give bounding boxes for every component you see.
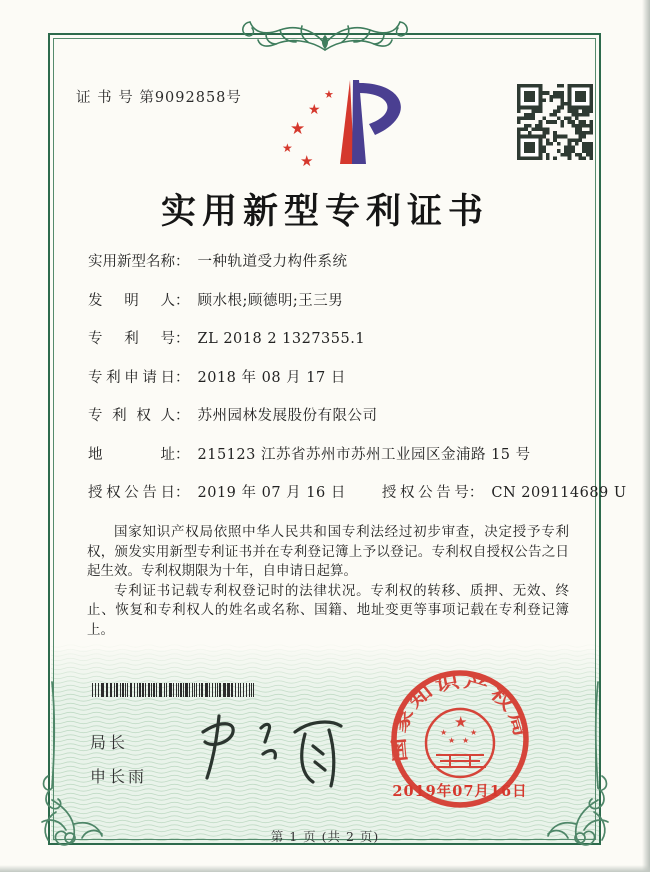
- scan-shadow: [0, 865, 650, 872]
- field-label: 发明人: [88, 292, 175, 309]
- field-row-patentee: 专利权人： 苏州园林发展股份有限公司: [88, 406, 578, 427]
- svg-text:★: ★: [300, 152, 314, 170]
- field-value: ZL 2018 2 1327355.1: [197, 331, 366, 347]
- signer-title: 局长: [90, 733, 129, 752]
- field-value: 2018 年 08 月 17 日: [197, 369, 346, 386]
- legal-text: [87, 523, 569, 640]
- legal-paragraph: 国家知识产权局依照中华人民共和国专利法经过初步审查，决定授予专利权，颁发实用新型专利证书并在专利登记簿上予以登记。专利权自授权公告之日起生效。专利权期限为十年，自申请日起算。: [87, 524, 569, 579]
- field-value: 一种轨道受力构件系统: [197, 254, 348, 270]
- certificate-number: 证 书 号 第9092858号: [76, 90, 242, 106]
- field-row-filing-date: 专利申请日： 2018 年 08 月 17 日: [88, 368, 578, 389]
- cnipa-logo-icon: [276, 76, 428, 170]
- field-list: [88, 252, 627, 522]
- field-value: 2019 年 07 月 16 日: [197, 485, 346, 501]
- svg-text:★: ★: [282, 141, 293, 155]
- field-value: 苏州园林发展股份有限公司: [197, 408, 378, 424]
- svg-text:★: ★: [454, 713, 468, 731]
- field-row-inventors: 发明人： 顾水根;顾德明;王三男: [88, 291, 578, 312]
- field-row-address: 地址： 215123 江苏省苏州市苏州工业园区金浦路 15 号: [88, 445, 578, 466]
- field-row-grant: 授权公告日： 2019 年 07 月 16 日 授权公告号： CN 209114689 U: [88, 483, 578, 504]
- signer-name: 申长雨: [90, 767, 148, 786]
- field-label: 地址: [88, 446, 175, 463]
- field-value: 顾水根;顾德明;王三男: [197, 292, 344, 309]
- qr-code-icon: [517, 84, 593, 160]
- certificate-title: 实用新型专利证书: [160, 191, 489, 232]
- field-label: 专利号: [88, 331, 175, 347]
- svg-text:★: ★: [470, 728, 478, 737]
- page-number: 第 1 页 (共 2 页): [270, 829, 380, 844]
- scan-shadow: [642, 0, 650, 872]
- svg-text:★: ★: [324, 88, 334, 101]
- seal-ring-text: 国家知识产权局: [389, 672, 529, 763]
- svg-text:★: ★: [462, 736, 470, 745]
- svg-text:★: ★: [448, 736, 456, 745]
- signer-block: [90, 726, 147, 794]
- svg-text:★: ★: [440, 728, 448, 737]
- seal-date: 2019年07月16日: [392, 783, 528, 800]
- field-label: 授权公告号: [381, 485, 469, 501]
- svg-text:★: ★: [308, 102, 321, 118]
- field-row-name: 实用新型名称： 一种轨道受力构件系统: [88, 252, 578, 273]
- corner-flourish-icon: [528, 680, 614, 848]
- field-value: 215123 江苏省苏州市苏州工业园区金浦路 15 号: [197, 446, 531, 463]
- field-label: 实用新型名称: [88, 254, 175, 270]
- field-row-patent-number: 专利号： ZL 2018 2 1327355.1: [88, 329, 578, 350]
- field-label: 专利申请日: [88, 369, 175, 386]
- handwritten-signature-icon: [183, 698, 353, 798]
- legal-paragraph: 专利证书记载专利权登记时的法律状况。专利权的转移、质押、无效、终止、恢复和专利权人的姓名或名称、国籍、地址变更等事项记载在专利登记簿上。: [87, 582, 569, 638]
- field-label: 授权公告日: [88, 485, 175, 501]
- field-label: 专利权人: [88, 408, 175, 424]
- top-scroll-ornament-icon: [218, 10, 432, 62]
- barcode-icon: [92, 683, 256, 697]
- field-value: CN 209114689 U: [491, 485, 627, 501]
- svg-text:★: ★: [290, 119, 306, 139]
